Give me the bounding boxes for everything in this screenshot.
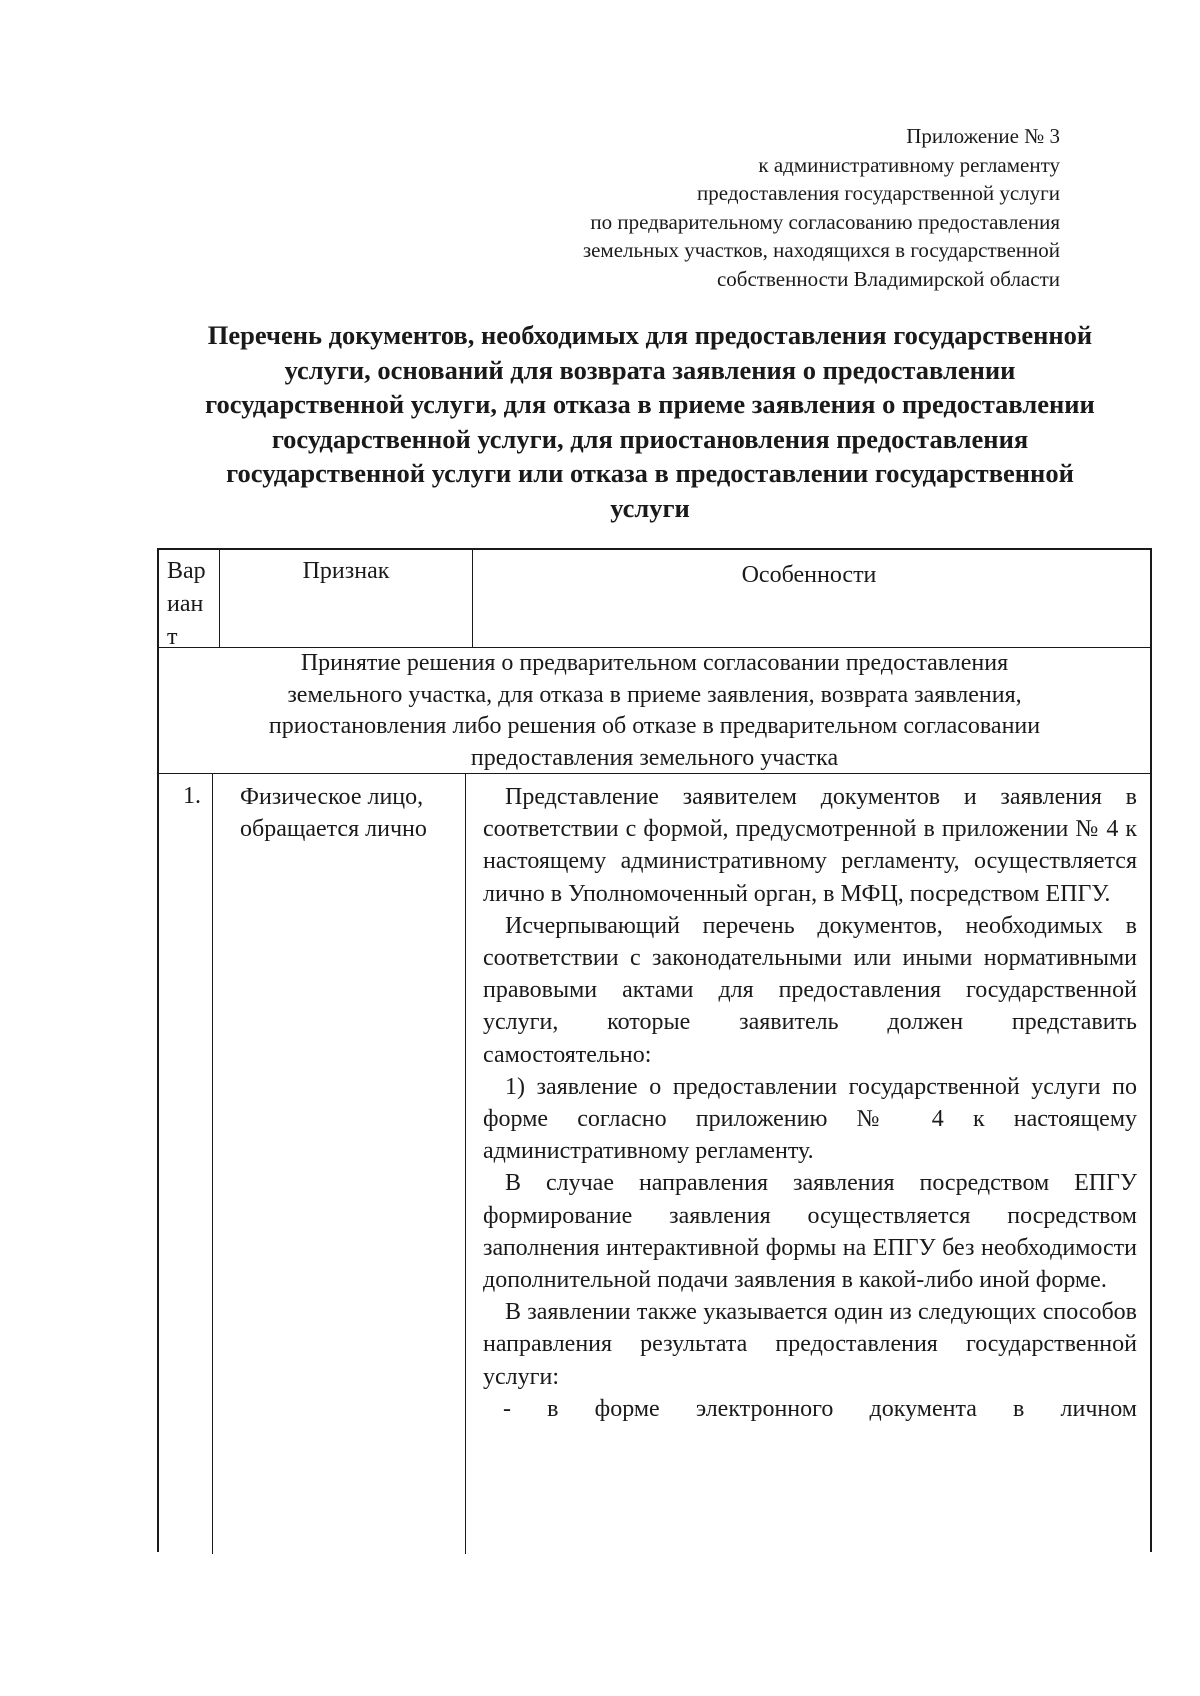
annex-line: собственности Владимирской области [716,266,1060,291]
annex-line: к административному регламенту [758,152,1060,177]
title-line: услуги [610,492,690,523]
annex-line: предоставления государственной услуги [697,181,1060,205]
document-title [150,318,1150,525]
row-number: 1. [183,783,201,809]
title-line: государственной услуги или отказа в предоставлении государственной [226,458,1074,488]
title-line: услуги, оснований для возврата заявления о предоставлении [284,354,1016,385]
annex-header [583,122,1060,293]
annex-line: по предварительному согласованию предоставления [590,209,1060,234]
column-divider [465,774,466,1554]
column-divider [212,774,213,1554]
header-variant: Вар иан т [167,558,206,650]
title-line: государственной услуги, для отказа в приеме заявления о предоставлении [205,389,1095,419]
row-features [483,781,1137,1425]
annex-line: земельных участков, находящихся в государственной [582,238,1060,262]
header-sign: Признак [302,558,390,584]
features-paragraph: 1) заявление о предоставлении государственной услуги по форме согласно приложению № 4 к настоящему административному регламенту. [483,1073,1137,1165]
table-header-row [159,550,1150,648]
header-features: Особенности [741,562,877,588]
row-sign: Физическое лицо, обращается лично [240,784,427,842]
column-divider [219,550,220,647]
features-paragraph: Представление заявителем документов и заявления в соответствии с формой, предусмотренной в приложении № 4 к настоящему административному регламенту, осуществляется лично в Уполномоченный орган, в МФЦ, посредством ЕПГУ. [483,784,1137,907]
column-divider [472,550,473,647]
title-line: государственной услуги, для приостановления предоставления [271,423,1029,454]
documents-table [157,548,1152,1552]
annex-line: Приложение № 3 [906,124,1060,148]
features-paragraph: В заявлении также указывается один из следующих способов направления результата предоставления государственной услуги: [483,1299,1137,1390]
section-heading: Принятие решения о предварительном согласовании предоставления земельного участка, для отказа в приеме заявления, возврата заявления, приостановления либо решения об отказе в предварительном согласовании предоставления земельного участка [159,647,1150,774]
features-paragraph: Исчерпывающий перечень документов, необходимых в соответствии с законодательными или иными нормативными правовыми актами для предоставления государственной услуги, которые заявитель должен представить самостоятельно: [483,912,1137,1068]
title-line: Перечень документов, необходимых для предоставления государственной [207,320,1093,350]
features-paragraph: - в форме электронного документа в личном [503,1395,1137,1422]
features-paragraph: В случае направления заявления посредством ЕПГУ формирование заявления осуществляется посредством заполнения интерактивной формы на ЕПГУ без необходимости дополнительной подачи заявления в какой-либо иной форме. [483,1170,1137,1294]
